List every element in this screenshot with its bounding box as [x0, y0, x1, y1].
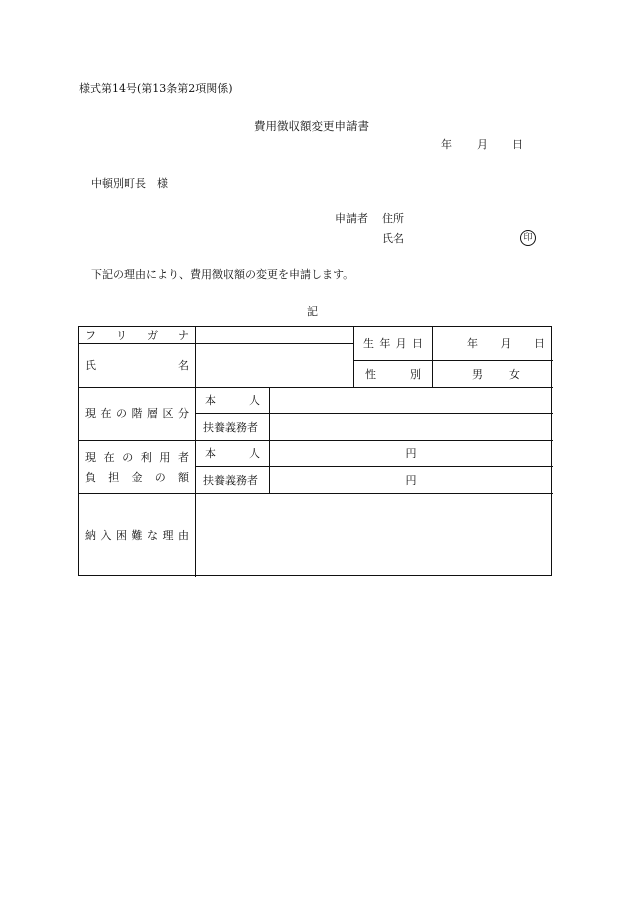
applicant-label: 申請者 [335, 212, 368, 225]
bracket-label: 現 在 の 階 層 区 分 [85, 407, 189, 420]
statement: 下記の理由により、費用徴収額の変更を申請します。 [91, 268, 355, 281]
furigana-input[interactable] [196, 327, 352, 343]
name-input[interactable] [196, 344, 352, 387]
sex-label: 性 別 [365, 367, 421, 381]
bracket-self-input[interactable] [270, 388, 552, 413]
page-title: 費用徴収額変更申請書 [254, 119, 369, 133]
burden-label-line1: 現 在 の 利 用 者 [85, 450, 189, 464]
reason-label: 納 入 困 難 な 理 由 [85, 528, 189, 542]
addressee: 中頓別町長 様 [91, 177, 168, 190]
burden-supporter-label: 扶養義務者 [203, 473, 258, 487]
furigana-label: フ リ ガ ナ [85, 328, 189, 342]
birthdate-label: 生 年 月 日 [363, 337, 423, 350]
col-line-birth [353, 327, 354, 387]
applicant-name-label: 氏名 [382, 232, 404, 245]
bracket-supporter-label: 扶養義務者 [203, 420, 258, 434]
burden-supporter-yen: 円 [405, 473, 417, 487]
burden-label-line2: 負 担 金 の 額 [85, 470, 189, 484]
date-month-label: 月 [477, 138, 488, 151]
date-year-label: 年 [441, 138, 452, 151]
ki-label: 記 [307, 305, 318, 318]
reason-input[interactable] [196, 494, 552, 576]
col-line-birth-value [432, 327, 433, 387]
burden-self-yen: 円 [405, 447, 417, 460]
date-day-label: 日 [512, 138, 523, 151]
sex-options[interactable]: 男 女 [472, 367, 520, 381]
bracket-self-label: 本 人 [205, 394, 260, 407]
bracket-supporter-input[interactable] [270, 414, 552, 440]
seal-mark [520, 230, 536, 246]
application-table [78, 326, 552, 576]
burden-supporter-input[interactable] [270, 467, 552, 493]
burden-self-input[interactable] [270, 441, 552, 466]
name-label: 氏 名 [85, 359, 189, 372]
birthdate-input[interactable]: 年 月 日 [467, 337, 545, 350]
burden-self-label: 本 人 [205, 447, 260, 460]
address-label: 住所 [382, 212, 404, 225]
burden-label [85, 440, 189, 493]
seal-icon: 印 [520, 230, 536, 246]
form-number: 様式第14号(第13条第2項関係) [79, 82, 233, 95]
